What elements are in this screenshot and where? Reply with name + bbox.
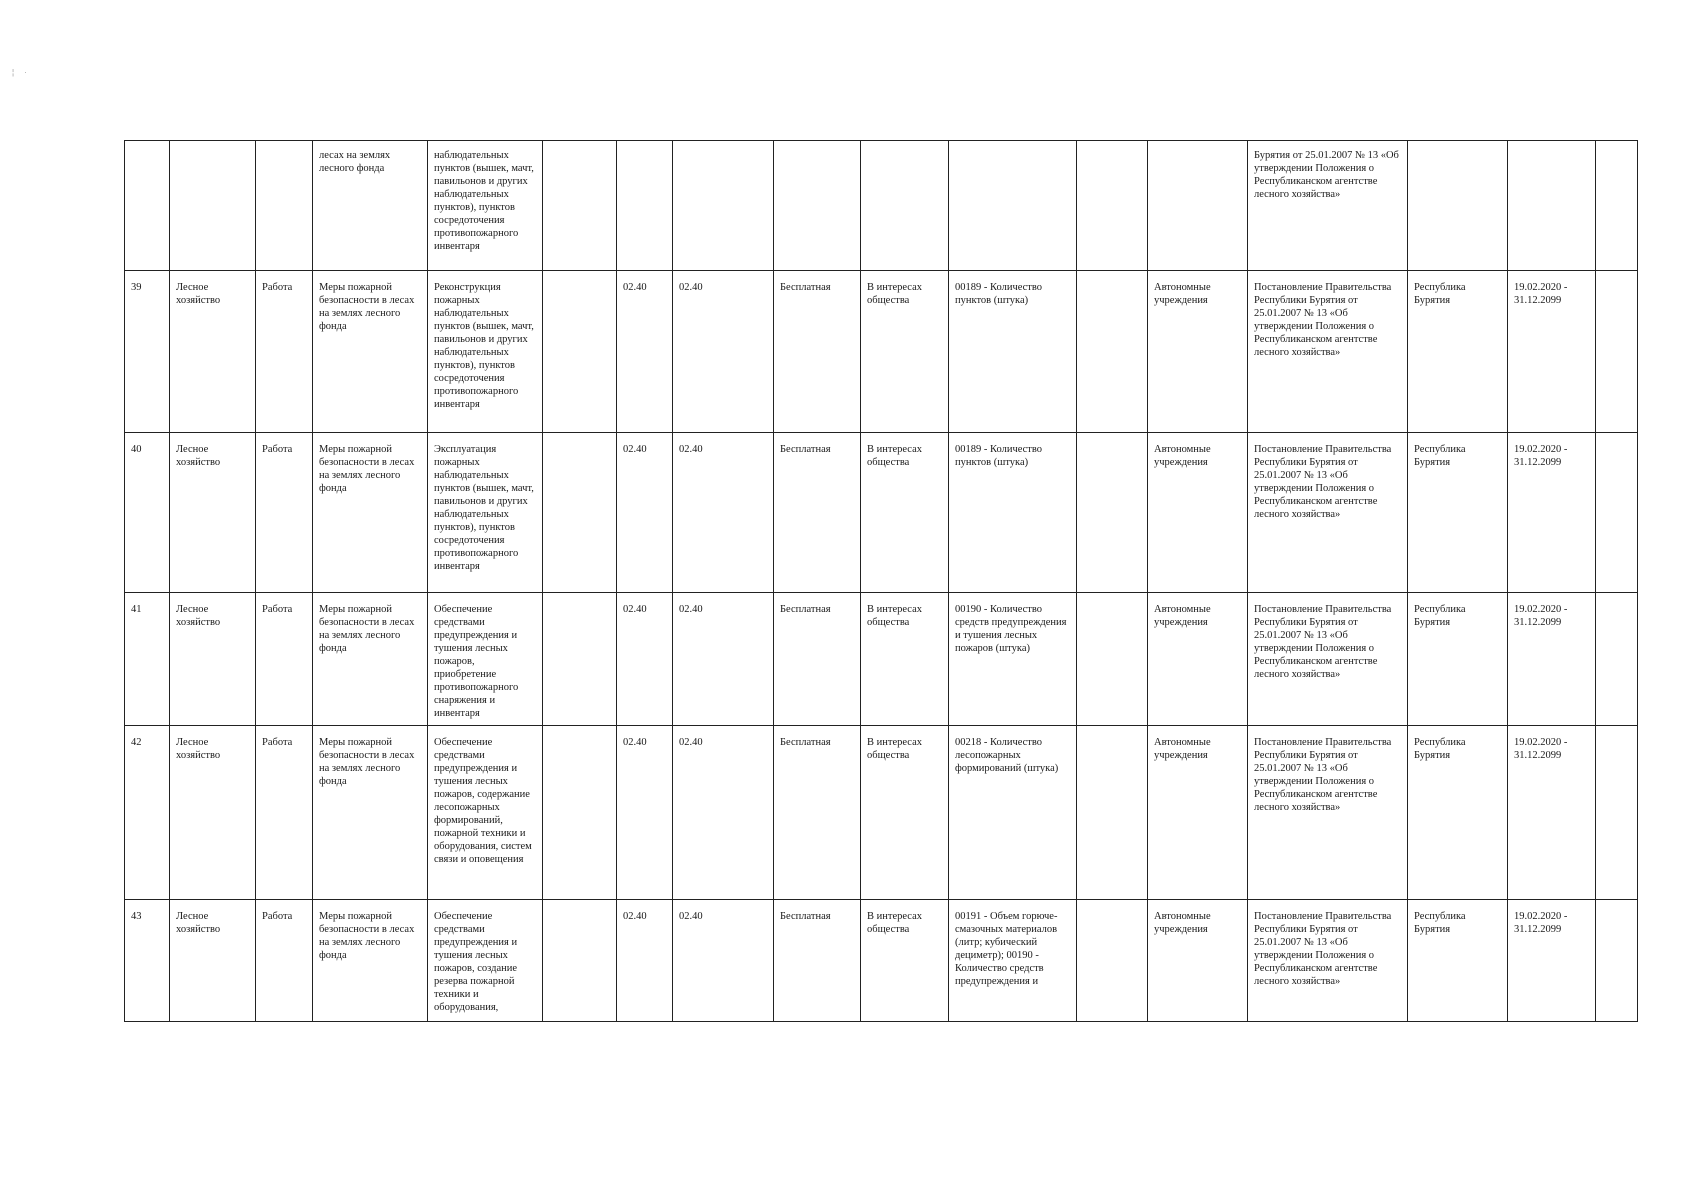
cell-type: Работа: [256, 271, 313, 433]
cell-code-1: 02.40: [617, 726, 673, 900]
cell-type: [256, 141, 313, 271]
cell-code-2: [673, 141, 774, 271]
table-row: [125, 726, 1638, 900]
cell-code-1: 02.40: [617, 271, 673, 433]
cell-okved-section: Лесное хозяйство: [170, 900, 256, 1022]
cell-legal-basis: Постановление Правительства Республики Бурятия от 25.01.2007 № 13 «Об утверждении Положения о Республиканском агентстве лесного хозяйства»: [1248, 433, 1408, 593]
cell-empty-2: [1596, 433, 1638, 593]
cell-institution-type: [1148, 141, 1248, 271]
cell-code-1: [617, 141, 673, 271]
cell-legal-basis: Бурятия от 25.01.2007 № 13 «Об утверждении Положения о Республиканском агентстве лесного хозяйства»: [1248, 141, 1408, 271]
cell-content: Обеспечение средствами предупреждения и тушения лесных пожаров, приобретение противопожарного снаряжения и инвентаря: [428, 593, 543, 726]
cell-founder: Республика Бурятия: [1408, 433, 1508, 593]
cell-activity: Меры пожарной безопасности в лесах на землях лесного фонда: [313, 900, 428, 1022]
cell-extra: [543, 593, 617, 726]
table-row: [125, 271, 1638, 433]
cell-period: 19.02.2020 - 31.12.2099: [1508, 271, 1596, 433]
cell-okved-section: Лесное хозяйство: [170, 726, 256, 900]
cell-empty-1: [1077, 900, 1148, 1022]
cell-num: 41: [125, 593, 170, 726]
cell-legal-basis: Постановление Правительства Республики Бурятия от 25.01.2007 № 13 «Об утверждении Положения о Республиканском агентстве лесного хозяйства»: [1248, 271, 1408, 433]
cell-legal-basis: Постановление Правительства Республики Бурятия от 25.01.2007 № 13 «Об утверждении Положения о Республиканском агентстве лесного хозяйства»: [1248, 900, 1408, 1022]
cell-code-2: 02.40: [673, 593, 774, 726]
cell-content: Реконструкция пожарных наблюдательных пунктов (вышек, мачт, павильонов и других наблюдательных пунктов), пунктов сосредоточения противопожарного инвентаря: [428, 271, 543, 433]
cell-indicator: 00190 - Количество средств предупреждения и тушения лесных пожаров (штука): [949, 593, 1077, 726]
table-row: [125, 593, 1638, 726]
cell-consumers: В интересах общества: [861, 271, 949, 433]
scan-corner-mark: ¦ ·: [12, 68, 31, 77]
cell-consumers: В интересах общества: [861, 726, 949, 900]
cell-activity: Меры пожарной безопасности в лесах на землях лесного фонда: [313, 433, 428, 593]
services-register-table: [124, 140, 1638, 1022]
cell-period: [1508, 141, 1596, 271]
cell-payment: Бесплатная: [774, 593, 861, 726]
cell-period: 19.02.2020 - 31.12.2099: [1508, 593, 1596, 726]
cell-extra: [543, 726, 617, 900]
cell-code-2: 02.40: [673, 726, 774, 900]
cell-extra: [543, 900, 617, 1022]
cell-empty-2: [1596, 726, 1638, 900]
cell-consumers: В интересах общества: [861, 433, 949, 593]
cell-code-1: 02.40: [617, 433, 673, 593]
cell-type: Работа: [256, 726, 313, 900]
cell-type: Работа: [256, 593, 313, 726]
cell-code-1: 02.40: [617, 900, 673, 1022]
cell-payment: [774, 141, 861, 271]
cell-institution-type: Автономные учреждения: [1148, 271, 1248, 433]
table-row-continuation: [125, 141, 1638, 271]
cell-empty-2: [1596, 141, 1638, 271]
cell-activity: Меры пожарной безопасности в лесах на землях лесного фонда: [313, 271, 428, 433]
cell-empty-2: [1596, 593, 1638, 726]
cell-activity: Меры пожарной безопасности в лесах на землях лесного фонда: [313, 726, 428, 900]
cell-payment: Бесплатная: [774, 726, 861, 900]
table-row: [125, 900, 1638, 1022]
cell-okved-section: Лесное хозяйство: [170, 593, 256, 726]
cell-institution-type: Автономные учреждения: [1148, 593, 1248, 726]
cell-empty-2: [1596, 271, 1638, 433]
cell-content: Обеспечение средствами предупреждения и тушения лесных пожаров, содержание лесопожарных формирований, пожарной техники и оборудования, систем связи и оповещения: [428, 726, 543, 900]
cell-content: Обеспечение средствами предупреждения и тушения лесных пожаров, создание резерва пожарной техники и оборудования,: [428, 900, 543, 1022]
cell-founder: Республика Бурятия: [1408, 271, 1508, 433]
cell-content: наблюдательных пунктов (вышек, мачт, павильонов и других наблюдательных пунктов), пунктов сосредоточения противопожарного инвентаря: [428, 141, 543, 271]
cell-period: 19.02.2020 - 31.12.2099: [1508, 433, 1596, 593]
cell-extra: [543, 433, 617, 593]
cell-consumers: В интересах общества: [861, 900, 949, 1022]
cell-consumers: [861, 141, 949, 271]
cell-type: Работа: [256, 900, 313, 1022]
cell-okved-section: Лесное хозяйство: [170, 433, 256, 593]
cell-empty-1: [1077, 593, 1148, 726]
cell-num: [125, 141, 170, 271]
cell-legal-basis: Постановление Правительства Республики Бурятия от 25.01.2007 № 13 «Об утверждении Положения о Республиканском агентстве лесного хозяйства»: [1248, 593, 1408, 726]
cell-empty-1: [1077, 433, 1148, 593]
cell-code-2: 02.40: [673, 900, 774, 1022]
cell-content: Эксплуатация пожарных наблюдательных пунктов (вышек, мачт, павильонов и других наблюдательных пунктов), пунктов сосредоточения противопожарного инвентаря: [428, 433, 543, 593]
table-row: [125, 433, 1638, 593]
cell-extra: [543, 271, 617, 433]
cell-consumers: В интересах общества: [861, 593, 949, 726]
cell-num: 43: [125, 900, 170, 1022]
cell-indicator: 00189 - Количество пунктов (штука): [949, 433, 1077, 593]
cell-extra: [543, 141, 617, 271]
cell-legal-basis: Постановление Правительства Республики Бурятия от 25.01.2007 № 13 «Об утверждении Положения о Республиканском агентстве лесного хозяйства»: [1248, 726, 1408, 900]
cell-period: 19.02.2020 - 31.12.2099: [1508, 726, 1596, 900]
cell-indicator: 00191 - Объем горюче-смазочных материалов (литр; кубический дециметр); 00190 - Количество средств предупреждения и: [949, 900, 1077, 1022]
cell-empty-1: [1077, 141, 1148, 271]
cell-empty-1: [1077, 726, 1148, 900]
cell-payment: Бесплатная: [774, 900, 861, 1022]
cell-num: 42: [125, 726, 170, 900]
cell-okved-section: [170, 141, 256, 271]
cell-founder: Республика Бурятия: [1408, 900, 1508, 1022]
cell-activity: лесах на землях лесного фонда: [313, 141, 428, 271]
register-body: [125, 141, 1638, 1022]
cell-founder: Республика Бурятия: [1408, 593, 1508, 726]
cell-code-2: 02.40: [673, 271, 774, 433]
cell-okved-section: Лесное хозяйство: [170, 271, 256, 433]
cell-institution-type: Автономные учреждения: [1148, 900, 1248, 1022]
cell-num: 40: [125, 433, 170, 593]
cell-payment: Бесплатная: [774, 271, 861, 433]
cell-payment: Бесплатная: [774, 433, 861, 593]
cell-founder: [1408, 141, 1508, 271]
cell-indicator: [949, 141, 1077, 271]
cell-empty-2: [1596, 900, 1638, 1022]
cell-code-2: 02.40: [673, 433, 774, 593]
cell-num: 39: [125, 271, 170, 433]
cell-institution-type: Автономные учреждения: [1148, 433, 1248, 593]
cell-indicator: 00189 - Количество пунктов (штука): [949, 271, 1077, 433]
cell-period: 19.02.2020 - 31.12.2099: [1508, 900, 1596, 1022]
cell-indicator: 00218 - Количество лесопожарных формирований (штука): [949, 726, 1077, 900]
cell-founder: Республика Бурятия: [1408, 726, 1508, 900]
cell-empty-1: [1077, 271, 1148, 433]
cell-code-1: 02.40: [617, 593, 673, 726]
cell-institution-type: Автономные учреждения: [1148, 726, 1248, 900]
cell-type: Работа: [256, 433, 313, 593]
cell-activity: Меры пожарной безопасности в лесах на землях лесного фонда: [313, 593, 428, 726]
